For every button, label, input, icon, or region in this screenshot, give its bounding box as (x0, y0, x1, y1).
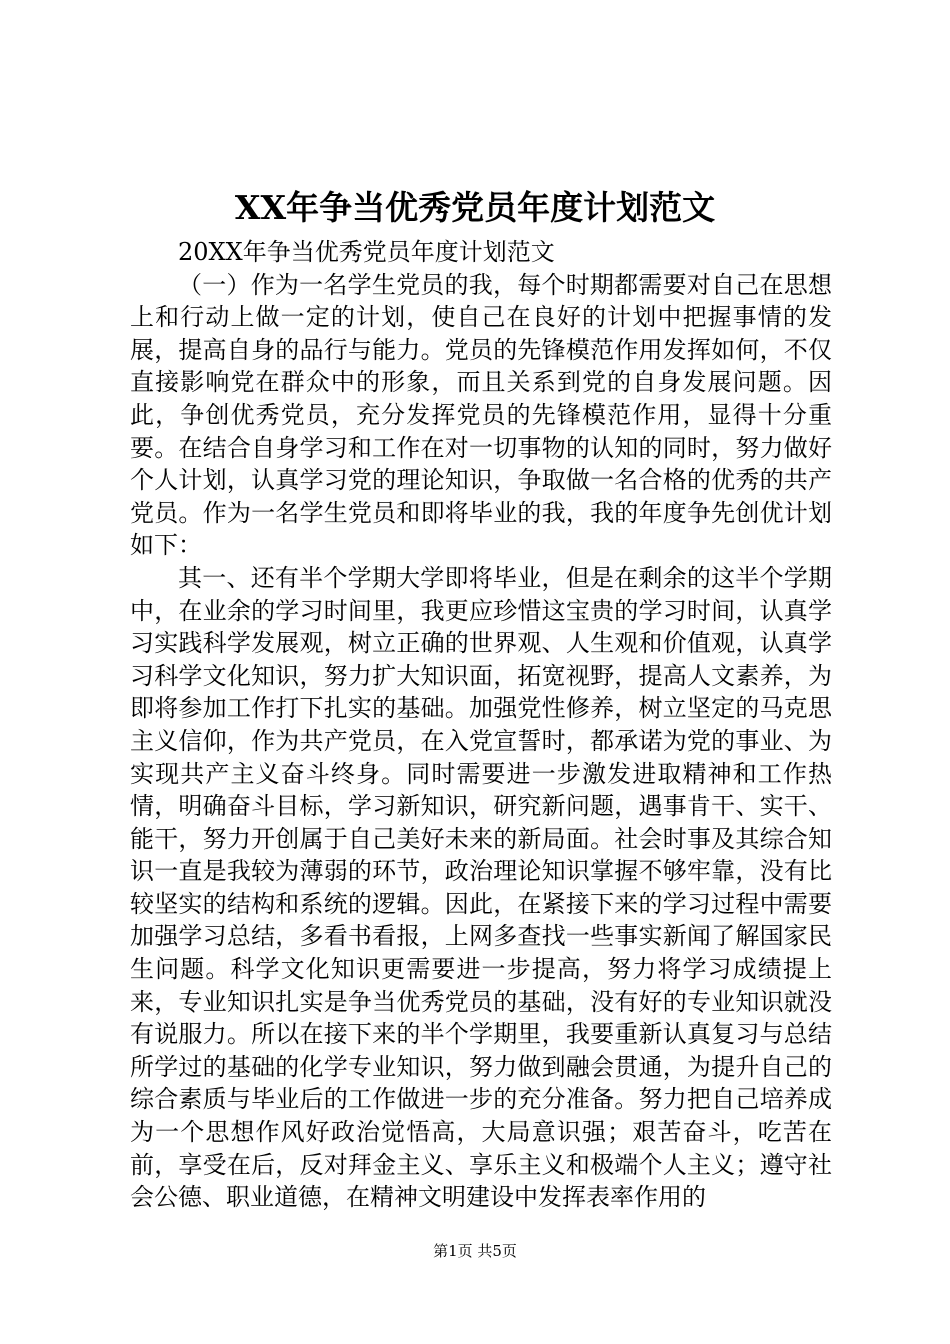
page-footer: 第1页 共5页 (433, 1242, 517, 1260)
document-body (130, 236, 832, 1214)
paragraph-2: 其一、还有半个学期大学即将毕业，但是在剩余的这半个学期中，在业余的学习时间里，我更应珍惜这宝贵的学习时间，认真学习实践科学发展观，树立正确的世界观、人生观和价值观，认真学习科学文化知识，努力扩大知识面，拓宽视野，提高人文素养，为即将参加工作打下扎实的基础。加强党性修养，树立坚定的马克思主义信仰，作为共产党员，在入党宣誓时，都承诺为党的事业、为实现共产主义奋斗终身。同时需要进一步激发进取精神和工作热情，明确奋斗目标，学习新知识，研究新问题，遇事肯干、实干、能干，努力开创属于自己美好未来的新局面。社会时事及其综合知识一直是我较为薄弱的环节，政治理论知识掌握不够牢靠，没有比较坚实的结构和系统的逻辑。因此，在紧接下来的学习过程中需要加强学习总结，多看书看报，上网多查找一些事实新闻了解国家民生问题。科学文化知识更需要进一步提高，努力将学习成绩提上来，专业知识扎实是争当优秀党员的基础，没有好的专业知识就没有说服力。所以在接下来的半个学期里，我要重新认真复习与总结所学过的基础的化学专业知识，努力做到融会贯通，为提升自己的综合素质与毕业后的工作做进一步的充分准备。努力把自己培养成为一个思想作风好政治觉悟高，大局意识强；艰苦奋斗，吃苦在前，享受在后，反对拜金主义、享乐主义和极端个人主义；遵守社会公德、职业道德，在精神文明建设中发挥表率作用的 (130, 563, 832, 1212)
document-subtitle: 20XX年争当优秀党员年度计划范文 (178, 238, 555, 266)
document-title: XX年争当优秀党员年度计划范文 (234, 188, 716, 227)
paragraph-1: （一）作为一名学生党员的我，每个时期都需要对自己在思想上和行动上做一定的计划，使自己在良好的计划中把握事情的发展，提高自身的品行与能力。党员的先锋模范作用发挥如何，不仅直接影响党在群众中的形象，而且关系到党的自身发展问题。因此，争创优秀党员，充分发挥党员的先锋模范作用，显得十分重要。在结合自身学习和工作在对一切事物的认知的同时，努力做好个人计划，认真学习党的理论知识，争取做一名合格的优秀的共产党员。作为一名学生党员和即将毕业的我，我的年度争先创优计划如下： (130, 270, 832, 560)
